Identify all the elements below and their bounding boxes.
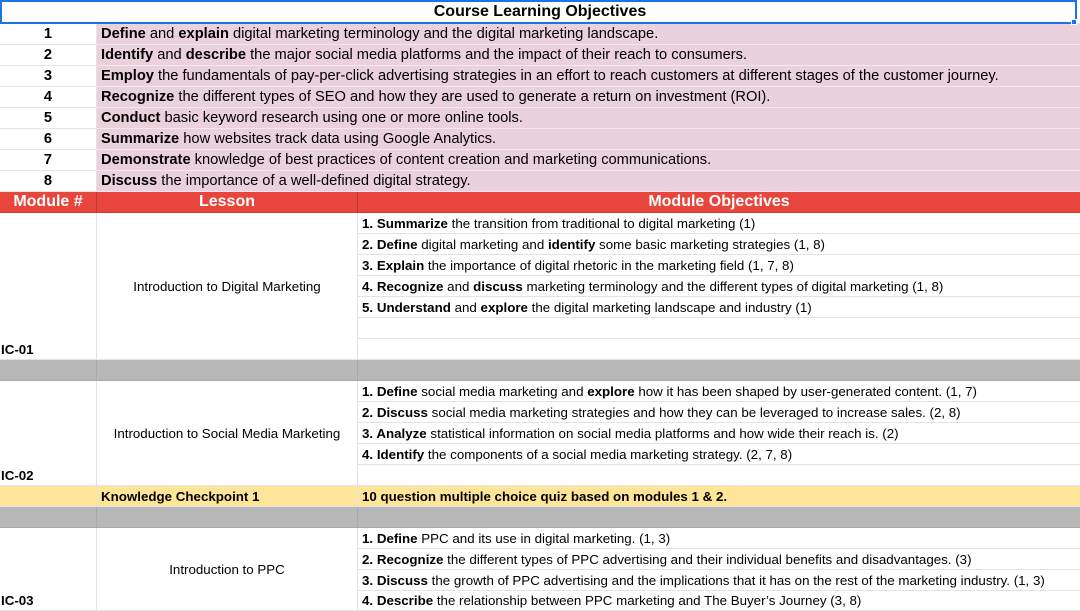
text-run: digital marketing terminology and the digital marketing landscape. [228,26,659,42]
module-objectives-column [358,213,1080,360]
module-objectives-column [358,381,1080,486]
emphasis-run: 2. Define [362,237,418,252]
objective-number[interactable]: 6 [0,129,97,150]
objective-cell[interactable] [97,108,1080,129]
emphasis-run: Conduct [101,110,161,126]
separator-cell[interactable] [97,507,358,528]
text-run: how it has been shaped by user-generated content. (1, 7) [634,384,977,399]
text-run: marketing terminology and the different types of digital marketing (1, 8) [522,279,944,294]
objective-cell[interactable] [97,66,1080,87]
objective-text [101,26,658,42]
text-run: PPC and its use in digital marketing. (1, 3) [417,531,671,546]
objective-text [101,173,471,189]
module-objective[interactable] [358,297,1080,318]
module-objective[interactable] [358,591,1080,611]
text-run: digital marketing and [417,237,548,252]
module-objective-text [362,552,972,567]
module-objective[interactable] [358,213,1080,234]
lesson-title: Introduction to Digital Marketing [133,278,321,294]
objective-text [101,47,747,63]
module-code: IC-01 [1,342,34,357]
lesson-title: Introduction to PPC [169,561,285,577]
course-objective-row [0,129,1080,150]
text-run: the different types of SEO and how they are used to generate a return on investment (ROI). [174,89,771,105]
lesson-title: Introduction to Social Media Marketing [113,425,341,441]
emphasis-run: 4. Describe [362,593,434,608]
module-objective[interactable] [358,570,1080,591]
emphasis-run: 4. Identify [362,447,425,462]
objective-cell[interactable] [97,129,1080,150]
emphasis-run: 1. Define [362,531,418,546]
text-run: some basic marketing strategies (1, 8) [595,237,825,252]
emphasis-run: 3. Explain [362,258,425,273]
module-objective-text [362,216,755,231]
checkpoint-description[interactable]: 10 question multiple choice quiz based on modules 1 & 2. [358,486,1080,507]
separator-cell[interactable] [0,507,97,528]
text-run: the relationship between PPC marketing and The Buyer’s Journey (3, 8) [433,593,862,608]
module-block-ic-01 [0,213,1080,360]
lesson-cell[interactable] [97,528,358,611]
knowledge-checkpoint-row [0,486,1080,507]
course-objective-row [0,66,1080,87]
module-code: IC-02 [1,468,34,483]
module-objective-text [362,405,961,420]
emphasis-run: discuss [473,279,523,294]
emphasis-run: Demonstrate [101,152,191,168]
text-run: social media marketing strategies and how they can be leveraged to increase sales. (2, 8) [427,405,961,420]
module-objective[interactable] [358,255,1080,276]
text-run: the importance of digital rhetoric in the marketing field (1, 7, 8) [424,258,794,273]
module-objective-text [362,447,792,462]
objective-number[interactable]: 2 [0,45,97,66]
course-objective-row [0,45,1080,66]
separator-row [0,360,1080,381]
module-code: IC-03 [1,593,34,608]
separator-cell[interactable] [358,507,1080,528]
objective-text [101,152,711,168]
module-objective[interactable] [358,234,1080,255]
course-objective-row [0,150,1080,171]
emphasis-run: 1. Summarize [362,216,448,231]
emphasis-run: explore [480,300,528,315]
text-run: the growth of PPC advertising and the implications that it has on the rest of the marketing industry. (1, 3) [427,573,1045,588]
emphasis-run: identify [547,237,596,252]
separator-row [0,507,1080,528]
header-lesson[interactable]: Lesson [97,192,358,213]
checkpoint-title[interactable]: Knowledge Checkpoint 1 [97,486,358,507]
text-run: the transition from traditional to digital marketing (1) [447,216,756,231]
module-objective-text [362,573,1045,588]
empty-cell[interactable] [358,465,1080,486]
text-run: basic keyword research using one or more online tools. [160,110,523,126]
objective-number[interactable]: 1 [0,24,97,45]
module-objective-text [362,279,943,294]
text-run: the importance of a well-defined digital strategy. [157,173,471,189]
module-block-ic-02 [0,381,1080,486]
objective-text [101,110,523,126]
emphasis-run: 5. Understand [362,300,451,315]
course-learning-objectives-title[interactable]: Course Learning Objectives [0,0,1080,24]
text-run: how websites track data using Google Analytics. [179,131,497,147]
objective-number[interactable]: 3 [0,66,97,87]
objective-number[interactable]: 5 [0,108,97,129]
module-objective[interactable] [358,276,1080,297]
course-objective-row [0,108,1080,129]
module-objective[interactable] [358,381,1080,402]
module-objective-text [362,300,812,315]
objective-number[interactable]: 4 [0,87,97,108]
objective-text [101,89,770,105]
emphasis-run: 2. Discuss [362,405,428,420]
emphasis-run: 3. Discuss [362,573,428,588]
module-objective-text [362,593,861,608]
module-objective[interactable] [358,528,1080,549]
text-run: the different types of PPC advertising and their individual benefits and disadvantages. (3) [443,552,972,567]
module-block-ic-03 [0,528,1080,611]
text-run: knowledge of best practices of content creation and marketing communications. [190,152,712,168]
module-objective-text [362,384,977,399]
title-row [0,0,1080,24]
text-run: the digital marketing landscape and industry (1) [527,300,812,315]
separator-cell[interactable] [0,360,97,381]
module-objectives-column [358,528,1080,611]
emphasis-run: explore [587,384,635,399]
text-run: the fundamentals of pay-per-click advertising strategies in an effort to reach customers at different stages of the customer journey. [153,68,999,84]
emphasis-run: Discuss [101,173,158,189]
objective-number[interactable]: 8 [0,171,97,192]
text-run: the major social media platforms and the impact of their reach to consumers. [246,47,748,63]
objective-text [101,131,496,147]
module-objective[interactable] [358,423,1080,444]
empty-cell[interactable] [358,339,1080,360]
emphasis-run: Recognize [101,89,175,105]
text-run: social media marketing and [417,384,588,399]
emphasis-run: explain [178,26,229,42]
objective-cell[interactable] [97,87,1080,108]
emphasis-run: describe [185,47,247,63]
course-objective-row [0,171,1080,192]
module-objective-text [362,531,670,546]
module-objective-text [362,237,825,252]
header-module-number[interactable]: Module # [0,192,97,213]
module-number-cell[interactable] [0,213,97,360]
text-run: and [145,26,179,42]
lesson-cell[interactable] [97,213,358,360]
text-run: and [450,300,481,315]
table-header-row [0,192,1080,213]
course-objective-row [0,87,1080,108]
emphasis-run: Employ [101,68,154,84]
empty-cell[interactable] [0,486,97,507]
emphasis-run: Summarize [101,131,180,147]
emphasis-run: 3. Analyze [362,426,427,441]
module-objective[interactable] [358,444,1080,465]
objective-text [101,68,999,84]
text-run: and [153,47,186,63]
emphasis-run: 2. Recognize [362,552,444,567]
separator-cell[interactable] [358,360,1080,381]
objective-cell[interactable] [97,150,1080,171]
module-objective[interactable] [358,402,1080,423]
header-module-objectives[interactable]: Module Objectives [358,192,1080,213]
text-run: and [443,279,474,294]
course-objective-row [0,24,1080,45]
empty-cell[interactable] [358,318,1080,339]
lesson-cell[interactable] [97,381,358,486]
module-objective-text [362,258,794,273]
objective-cell[interactable] [97,24,1080,45]
emphasis-run: 4. Recognize [362,279,444,294]
module-objective-text [362,426,899,441]
text-run: statistical information on social media platforms and how wide their reach is. (2) [426,426,899,441]
emphasis-run: Identify [101,47,154,63]
emphasis-run: 1. Define [362,384,418,399]
module-objective[interactable] [358,549,1080,570]
objective-cell[interactable] [97,45,1080,66]
module-number-cell[interactable] [0,528,97,611]
objective-cell[interactable] [97,171,1080,192]
text-run: the components of a social media marketing strategy. (2, 7, 8) [424,447,793,462]
module-number-cell[interactable] [0,381,97,486]
objective-number[interactable]: 7 [0,150,97,171]
emphasis-run: Define [101,26,146,42]
separator-cell[interactable] [97,360,358,381]
